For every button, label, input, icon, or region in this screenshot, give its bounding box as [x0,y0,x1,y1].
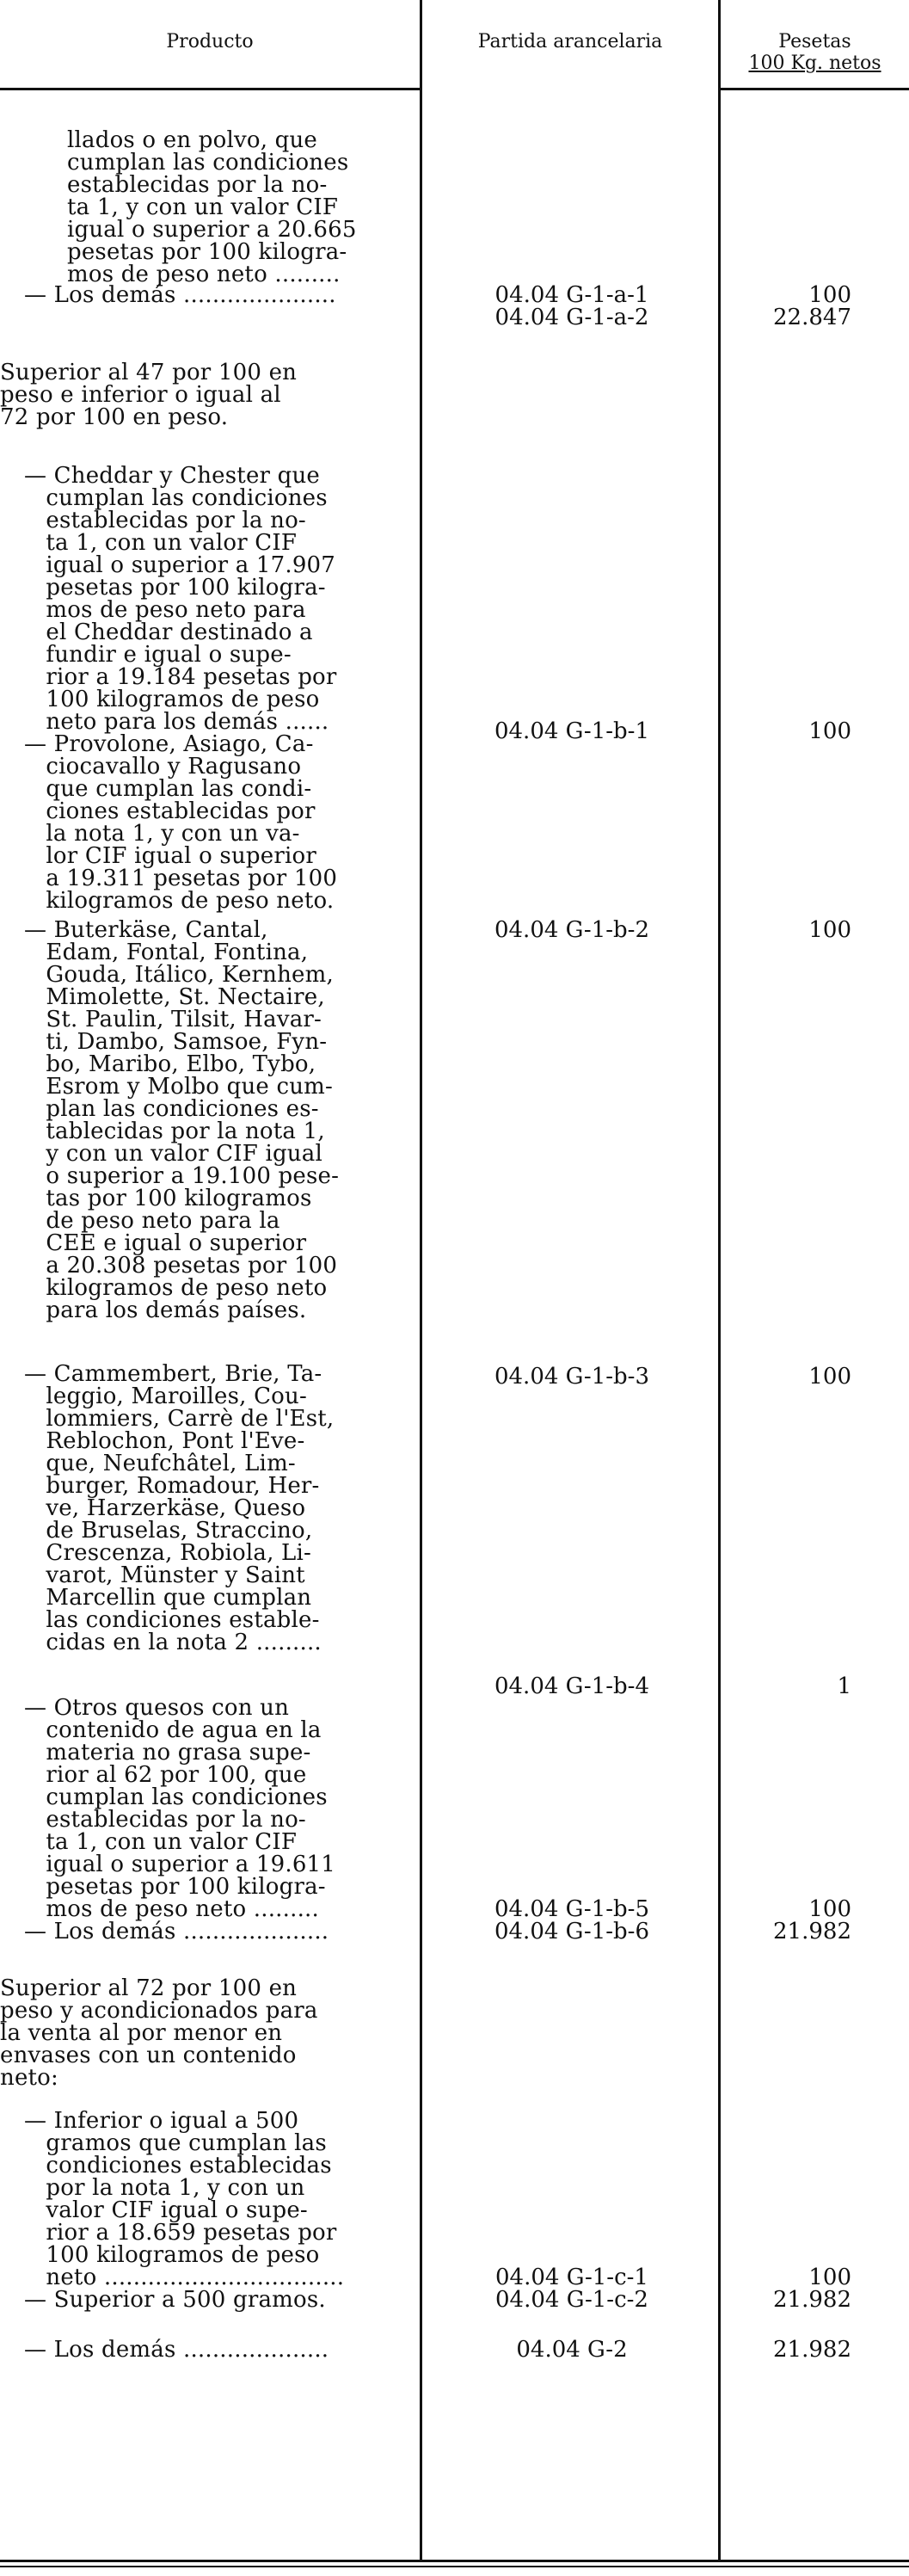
column-divider-1 [420,0,422,2562]
header-rule-right [721,88,909,90]
row-a-demas: — Los demás ..................... [24,282,336,308]
row-b-5-description: — Otros quesos con un contenido de agua en la materia no grasa supe- rior al 62 por 100, que cumplan las condiciones establecidas por la no- ta 1, con un valor CIF igual o superior a 19.611 pesetas por 100 kilogra- mos de peso neto ......... [24,1695,336,1922]
value-g-1-b-5: 100 [808,1896,851,1922]
code-g-1-a-1: 04.04 G-1-a-1 [494,282,649,308]
bottom-rule-1 [0,2560,909,2562]
value-g-1-b-1: 100 [808,718,851,744]
code-g-1-b-4: 04.04 G-1-b-4 [494,1673,650,1699]
code-g-1-c-1: 04.04 G-1-c-1 [495,2265,648,2290]
pesetas-label: Pesetas [778,31,851,52]
section-b-heading: Superior al 47 por 100 en peso e inferior o igual al 72 por 100 en peso. [0,360,298,430]
pesetas-unit-label: 100 Kg. netos [748,52,881,74]
value-g-1-c-1: 100 [808,2265,851,2290]
row-a-description: llados o en polvo, que cumplan las condiciones establecidas por la no- ta 1, y con un valor CIF igual o superior a 20.665 pesetas por 100 kilogra- mos de peso neto ......... [67,127,357,287]
value-g-1-c-2: 21.982 [773,2287,851,2313]
section-c-heading: Superior al 72 por 100 en peso y acondicionados para la venta al por menor en envases con un contenido neto: [0,1975,318,2091]
bottom-rule-2 [0,2566,909,2567]
code-g-1-b-6: 04.04 G-1-b-6 [494,1919,650,1944]
code-g-1-b-1: 04.04 G-1-b-1 [494,718,650,744]
row-b-2-description: — Provolone, Asiago, Ca- ciocavallo y Ragusano que cumplan las condi- ciones establecidas por la nota 1, y con un va- lor CIF igual o superior a 19.311 pesetas por 100 kilogramos de peso neto. [24,731,338,914]
code-g-1-c-2: 04.04 G-1-c-2 [495,2287,648,2313]
code-g-1-b-2: 04.04 G-1-b-2 [494,917,650,943]
column-header-pesetas [721,31,909,130]
value-g-1-b-2: 100 [808,917,851,943]
code-g-2: 04.04 G-2 [516,2337,628,2363]
column-header-producto: Producto [166,31,254,52]
code-g-1-b-3: 04.04 G-1-b-3 [494,1364,650,1390]
row-c-1-description: — Inferior o igual a 500 gramos que cumplan las condiciones establecidas por la nota 1, y con un valor CIF igual o supe- rior a 18.659 pesetas por 100 kilogramos de peso neto ................................. [24,2108,345,2290]
value-g-1-a-2: 22.847 [773,305,851,330]
row-b-1-description: — Cheddar y Chester que cumplan las condiciones establecidas por la no- ta 1, con un valor CIF igual o superior a 17.907 pesetas por 100 kilogra- mos de peso neto para el Cheddar destinado a fundir e igual o supe- rior a 19.184 pesetas por 100 kilogramos de peso neto para los demás ...... [24,463,337,735]
value-g-2: 21.982 [773,2337,851,2363]
code-g-1-b-5: 04.04 G-1-b-5 [494,1896,650,1922]
row-g-2-description: — Los demás .................... [24,2337,329,2363]
header-rule-left [0,88,420,90]
row-b-4-description: — Cammembert, Brie, Ta- leggio, Maroilles, Cou- lommiers, Carrè de l'Est, Reblochon, Pont l'Eve- que, Neufchâtel, Lim- burger, Romadour, Her- ve, Harzerkäse, Queso de Bruselas, Straccino, Crescenza, Robiola, Li- varot, Münster y Saint Marcellin que cumplan las condiciones estable- cidas en la nota 2 ......... [24,1361,335,1655]
value-g-1-b-4: 1 [837,1673,851,1699]
value-g-1-a-1: 100 [808,282,851,308]
code-g-1-a-2: 04.04 G-1-a-2 [494,305,649,330]
row-c-2-description: — Superior a 500 gramos. [24,2287,326,2313]
value-g-1-b-6: 21.982 [773,1919,851,1944]
row-b-3-description: — Buterkäse, Cantal, Edam, Fontal, Fontina, Gouda, Itálico, Kernhem, Mimolette, St. Nectaire, St. Paulin, Tilsit, Havar- ti, Dambo, Samsoe, Fyn- bo, Maribo, Elbo, Tybo, Esrom y Molbo que cum- plan las condiciones es- tablecidas por la nota 1, y con un valor CIF igual o superior a 19.100 pese- tas por 100 kilogramos de peso neto para la CEE e igual o superior a 20.308 pesetas por 100 kilogramos de peso neto para los demás países. [24,917,340,1323]
value-g-1-b-3: 100 [808,1364,851,1390]
column-header-partida: Partida arancelaria [477,31,663,52]
column-divider-2 [718,0,721,2562]
row-b-6-description: — Los demás .................... [24,1919,329,1944]
